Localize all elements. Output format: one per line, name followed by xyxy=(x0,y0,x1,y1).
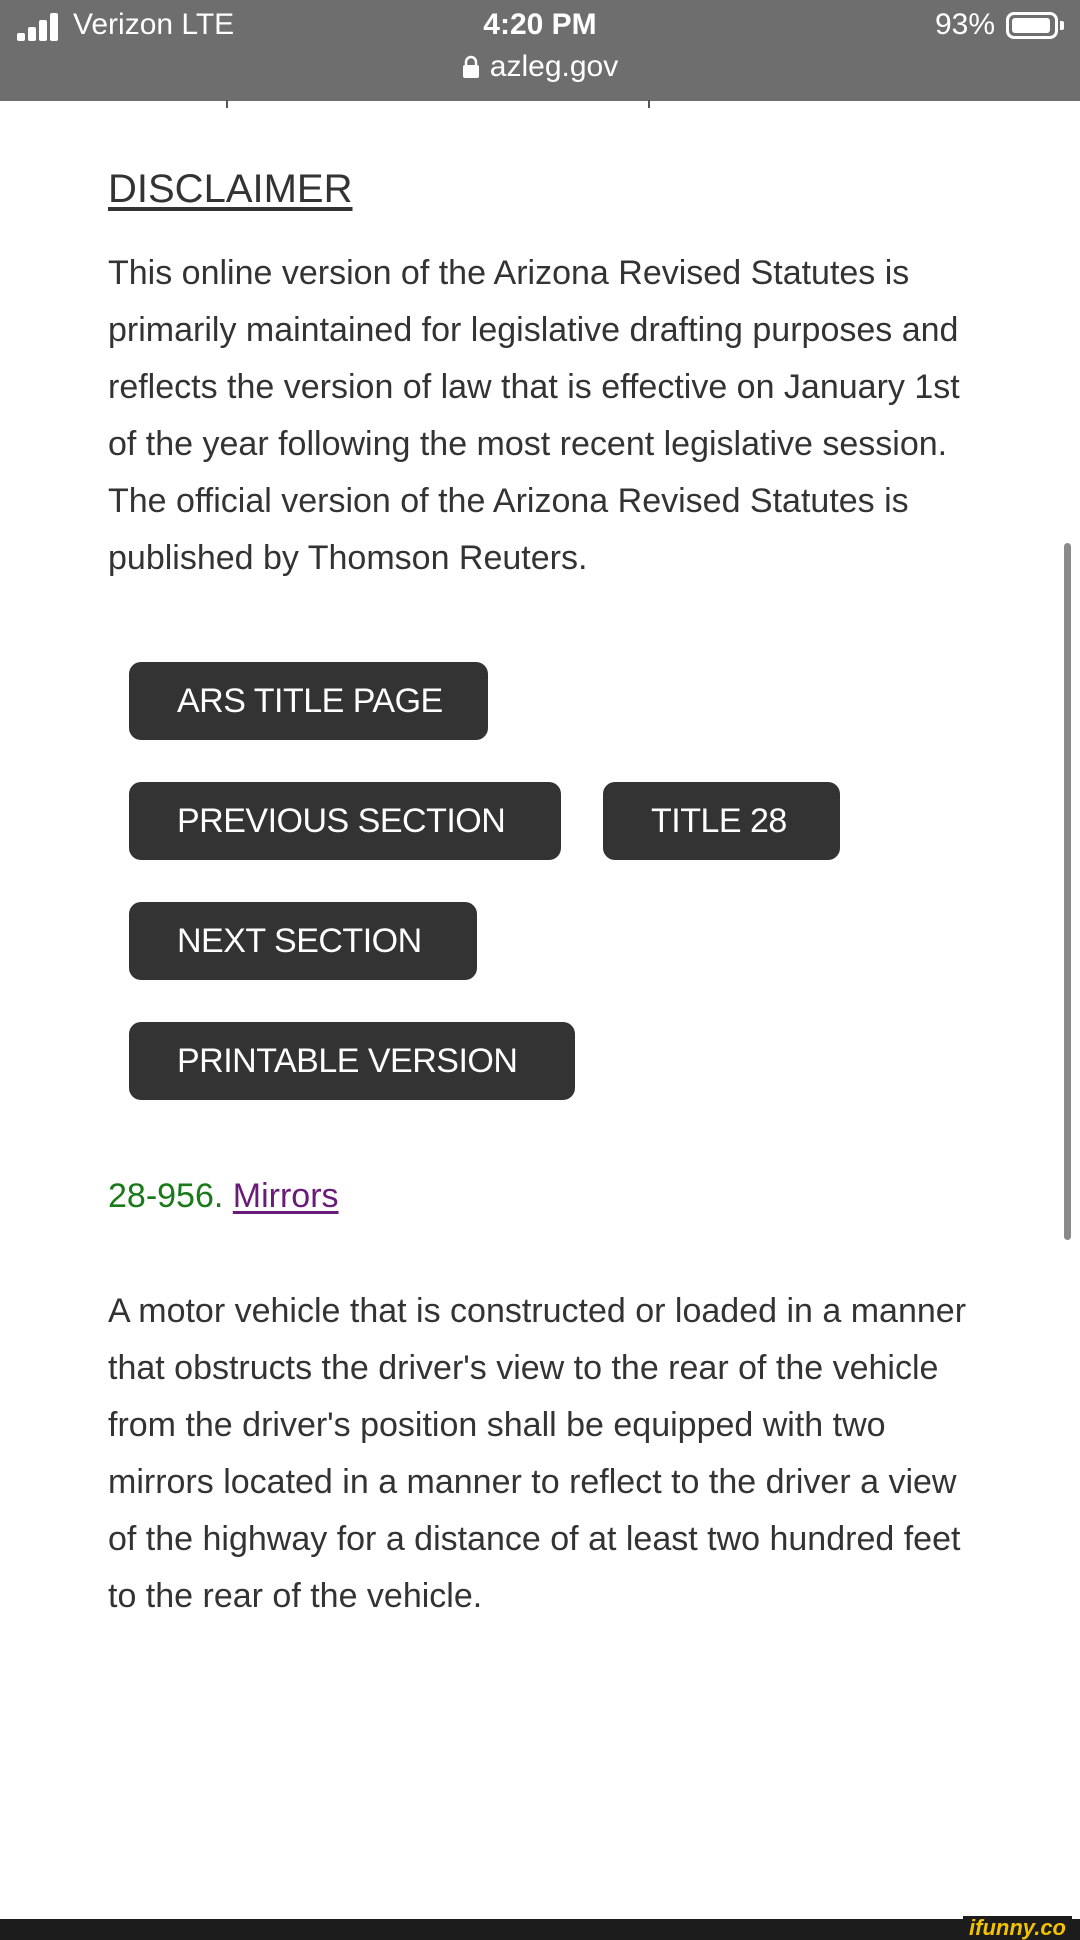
address-bar[interactable] xyxy=(0,50,1080,87)
url-text: azleg.gov xyxy=(489,50,619,83)
previous-section-button[interactable]: PREVIOUS SECTION xyxy=(129,782,561,860)
footer-bar xyxy=(0,1919,1080,1940)
clipped-text-fragment xyxy=(648,100,658,108)
scroll-indicator[interactable] xyxy=(1064,543,1071,1240)
status-bar xyxy=(0,0,1080,101)
disclaimer-heading: DISCLAIMER xyxy=(108,167,353,211)
next-section-button[interactable]: NEXT SECTION xyxy=(129,902,477,980)
watermark-logo: ifunny.co xyxy=(963,1916,1072,1940)
disclaimer-text: This online version of the Arizona Revised Statutes is primarily maintained for legislative drafting purposes and reflects the version of law that is effective on January 1st of the year following the most recent legislative session. The official version of the Arizona Revised Statutes is published by Thomson Reuters. xyxy=(108,254,960,577)
section-number: 28-956. xyxy=(108,1177,224,1215)
section-title-link[interactable]: Mirrors xyxy=(232,1177,339,1215)
clipped-text-fragment xyxy=(218,100,228,108)
battery-percent: 93% xyxy=(934,8,995,41)
printable-version-button[interactable]: PRINTABLE VERSION xyxy=(129,1022,575,1100)
ars-title-page-button[interactable]: ARS TITLE PAGE xyxy=(129,662,488,740)
status-time: 4:20 PM xyxy=(483,8,597,41)
statute-text: A motor vehicle that is constructed or loaded in a manner that obstructs the driver's view to the rear of the vehicle from the driver's position shall be equipped with two mirrors located in a manner to reflect to the driver a view of the highway for a distance of at least two hundred feet to the rear of the vehicle. xyxy=(108,1292,967,1615)
title-28-button[interactable]: TITLE 28 xyxy=(603,782,840,860)
battery-icon xyxy=(1006,12,1058,39)
section-heading xyxy=(108,1177,339,1216)
carrier-label: Verizon LTE xyxy=(73,8,235,41)
lock-icon xyxy=(462,53,480,87)
